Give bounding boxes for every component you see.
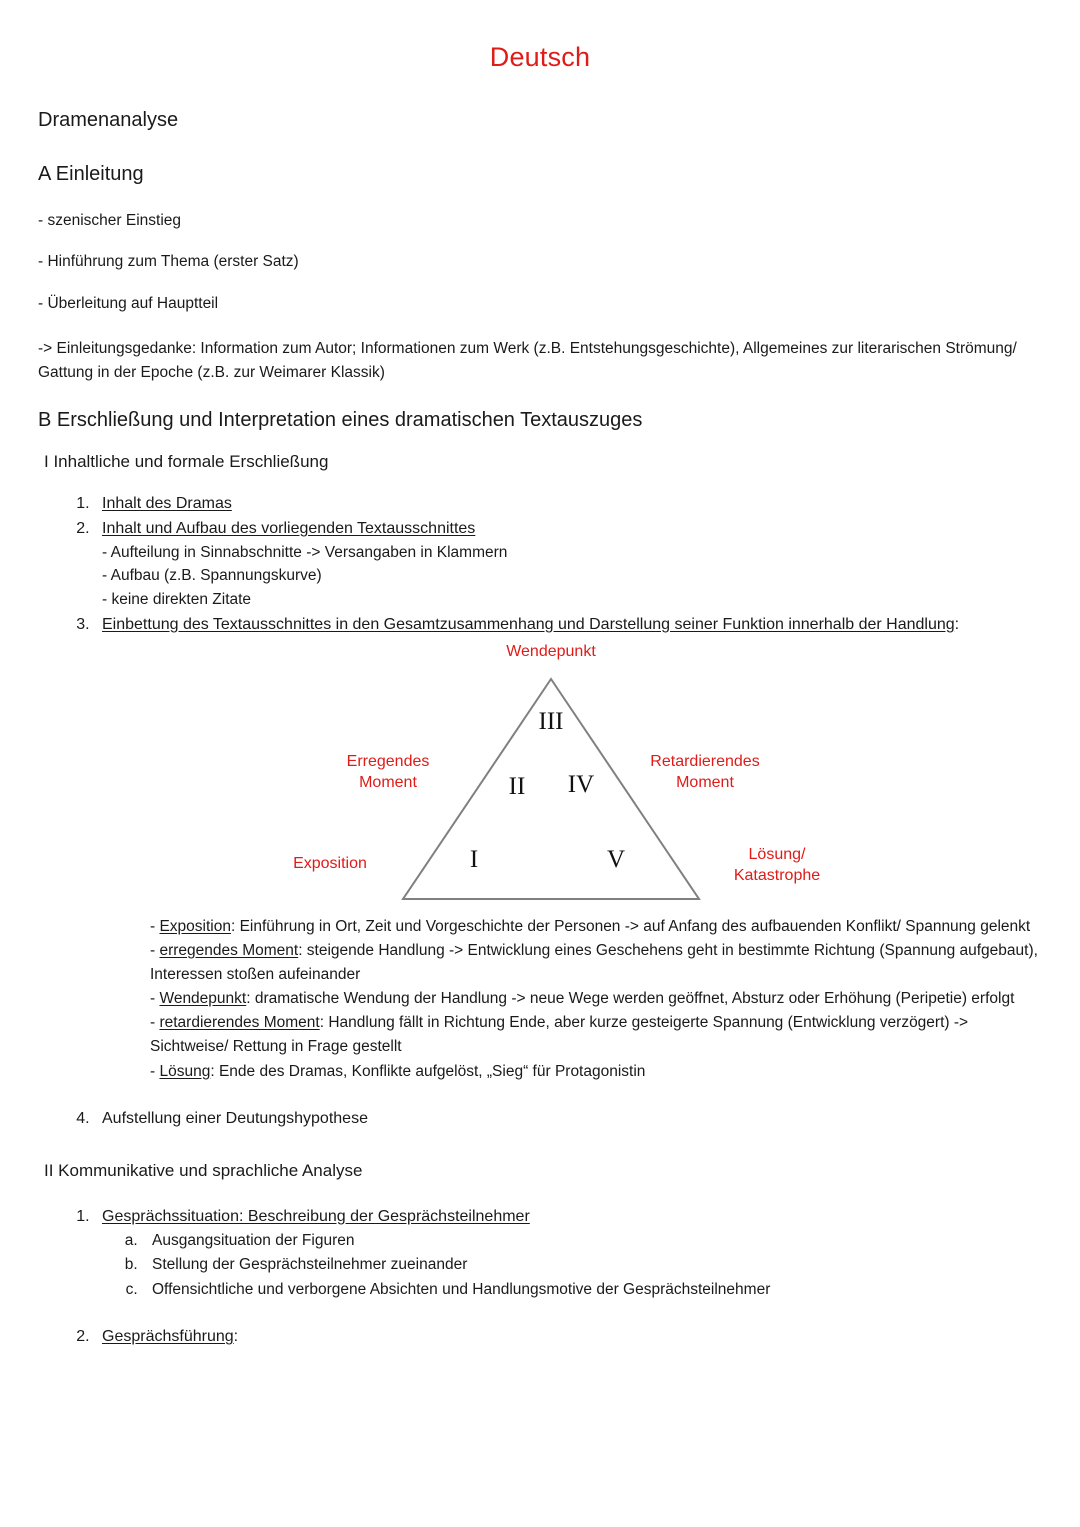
document-body bbox=[0, 107, 1080, 1349]
list-item-label: Einbettung des Textausschnittes in den Gesamtzusammenhang und Darstellung seiner Funktion innerhalb der Handlung bbox=[102, 615, 955, 633]
list-item-label: Aufstellung einer Deutungshypothese bbox=[102, 1109, 368, 1127]
list-item bbox=[94, 1107, 1042, 1131]
explanation-line: - retardierendes Moment: Handlung fällt in Richtung Ende, aber kurze gesteigerte Spannung (Entwicklung verzögert) -> Sichtweise/ Rettung in Frage gestellt bbox=[150, 1014, 969, 1056]
explanation-term: Exposition bbox=[159, 917, 231, 935]
subline: - keine direkten Zitate bbox=[102, 590, 252, 608]
diagram-label-line: Retardierendes bbox=[650, 752, 760, 770]
diagram-label-retardierendes-moment bbox=[610, 751, 800, 794]
freytag-pyramide-diagram bbox=[102, 641, 1080, 903]
spacer bbox=[38, 474, 1042, 492]
diagram-label-line: Katastrophe bbox=[733, 867, 821, 885]
diagram-label-line: Moment bbox=[359, 774, 417, 792]
list-item-label-tail: : bbox=[233, 1328, 239, 1346]
section-a-bullet-1: - szenischer Einstieg bbox=[38, 212, 182, 230]
explanation-line: - Lösung: Ende des Dramas, Konflikte aufgelöst, „Sieg“ für Protagonistin bbox=[150, 1062, 646, 1080]
explanation-line: - erregendes Moment: steigende Handlung -> Entwicklung eines Geschehens geht in bestimmte Richtung (Spannung aufgebaut), Interessen stoßen aufeinander bbox=[150, 941, 1038, 983]
explanation-term: erregendes Moment bbox=[159, 941, 299, 959]
spacer bbox=[38, 274, 1042, 292]
section-a-note: -> Einleitungsgedanke: Information zum Autor; Informationen zum Werk (z.B. Entstehungsgeschichte), Allgemeines zur literarischen Strömung/ Gattung in der Epoche (z.B. zur Weimarer Klassik) bbox=[38, 339, 1017, 381]
diagram-label-wendepunkt: Wendepunkt bbox=[506, 642, 596, 660]
part-one-heading: I Inhaltliche und formale Erschließung bbox=[44, 451, 329, 471]
subject-heading: Dramenanalyse bbox=[38, 109, 179, 132]
subitem: a. Ausgangsituation der Figuren bbox=[142, 1229, 1042, 1253]
diagram-label-loesung-katastrophe bbox=[702, 844, 852, 887]
explanation-line: - Wendepunkt: dramatische Wendung der Handlung -> neue Wege werden geöffnet, Absturz oder Erhöhung (Peripetie) erfolgt bbox=[150, 990, 1015, 1008]
subitem: c. Offensichtliche und verborgene Absichten und Handlungsmotive der Gesprächsteilnehmer bbox=[142, 1278, 1042, 1302]
list-item-label: Gesprächssituation: Beschreibung der Gesprächsteilnehmer bbox=[102, 1207, 530, 1225]
diagram-numeral-act5: V bbox=[606, 845, 626, 873]
explanation-rest: : Einführung in Ort, Zeit und Vorgeschichte der Personen -> auf Anfang des aufbauenden Konflikt/ Spannung gelenkt bbox=[230, 917, 1031, 935]
explanation-rest: : Handlung fällt in Richtung Ende, aber kurze gesteigerte Spannung (Entwicklung verzögert) -> Sichtweise/ Rettung in Frage gestellt bbox=[150, 1014, 969, 1056]
list-item bbox=[94, 613, 1042, 1106]
list-item bbox=[94, 1205, 1042, 1324]
subline: - Aufteilung in Sinnabschnitte -> Versangaben in Klammern bbox=[102, 543, 508, 561]
diagram-label-exposition: Exposition bbox=[293, 854, 367, 872]
diagram-label-erregendes-moment bbox=[308, 751, 468, 794]
section-a-heading: A Einleitung bbox=[38, 163, 144, 186]
spacer bbox=[38, 433, 1042, 451]
list-item-label: Inhalt und Aufbau des vorliegenden Textausschnittes bbox=[102, 519, 476, 537]
subline: - Aufbau (z.B. Spannungskurve) bbox=[102, 567, 322, 585]
spacer bbox=[38, 232, 1042, 250]
part-one-list bbox=[38, 492, 1042, 1131]
explanation-term: retardierendes Moment bbox=[159, 1014, 320, 1032]
diagram-label-line: Erregendes bbox=[346, 752, 430, 770]
spacer bbox=[102, 1302, 1042, 1324]
diagram-numeral-act1: I bbox=[469, 845, 479, 873]
subitem: b. Stellung der Gesprächsteilnehmer zueinander bbox=[142, 1253, 1042, 1277]
list-item bbox=[94, 517, 1042, 612]
explanation-term: Wendepunkt bbox=[159, 990, 247, 1008]
list-item bbox=[94, 1325, 1042, 1349]
part-two-heading: II Kommunikative und sprachliche Analyse bbox=[44, 1160, 363, 1180]
spacer bbox=[38, 315, 1042, 337]
diagram-numeral-act2: II bbox=[508, 772, 526, 800]
diagram-label-line: Moment bbox=[676, 774, 734, 792]
diagram-label-line: Lösung/ bbox=[748, 845, 806, 863]
list-item-sublines bbox=[102, 541, 1042, 612]
part-two-list bbox=[38, 1205, 1042, 1349]
spacer bbox=[102, 1084, 1042, 1106]
spacer bbox=[38, 385, 1042, 407]
list-item-subitems bbox=[102, 1229, 1042, 1302]
explanation-block bbox=[102, 915, 1042, 1084]
spacer bbox=[38, 187, 1042, 209]
explanation-rest: : Ende des Dramas, Konflikte aufgelöst, „Sieg“ für Protagonistin bbox=[210, 1062, 646, 1080]
explanation-rest: : dramatische Wendung der Handlung -> neue Wege werden geöffnet, Absturz oder Erhöhung (Peripetie) erfolgt bbox=[246, 990, 1015, 1008]
diagram-numeral-act4: IV bbox=[567, 770, 595, 798]
section-b-heading: B Erschließung und Interpretation eines dramatischen Textauszuges bbox=[38, 408, 643, 431]
list-item bbox=[94, 492, 1042, 516]
page-title: Deutsch bbox=[489, 42, 591, 72]
list-item-label-tail: : bbox=[954, 615, 960, 633]
section-a-bullet-2: - Hinführung zum Thema (erster Satz) bbox=[38, 253, 299, 271]
spacer bbox=[38, 1132, 1042, 1160]
explanation-term: Lösung bbox=[159, 1062, 211, 1080]
spacer bbox=[38, 133, 1042, 161]
explanation-line: - Exposition: Einführung in Ort, Zeit und Vorgeschichte der Personen -> auf Anfang des aufbauenden Konflikt/ Spannung gelenkt bbox=[150, 917, 1031, 935]
explanation-rest: : steigende Handlung -> Entwicklung eines Geschehens geht in bestimmte Richtung (Spannung aufgebaut), Interessen stoßen aufeinander bbox=[150, 941, 1038, 983]
list-item-label: Gesprächsführung bbox=[102, 1328, 234, 1346]
diagram-numeral-act3: III bbox=[538, 707, 564, 735]
list-item-label: Inhalt des Dramas bbox=[102, 494, 232, 512]
section-a-bullet-3: - Überleitung auf Hauptteil bbox=[38, 294, 219, 312]
spacer bbox=[38, 1183, 1042, 1205]
